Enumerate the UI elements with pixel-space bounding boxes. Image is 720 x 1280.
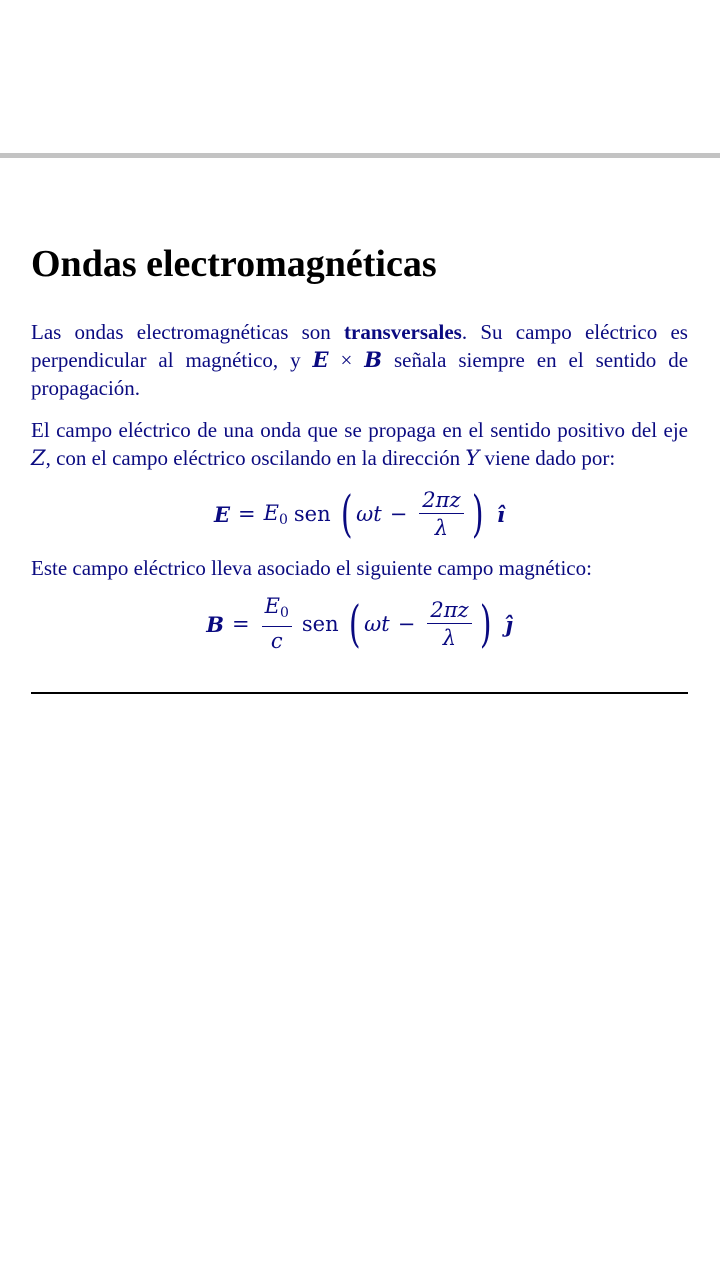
amplitude-fraction xyxy=(262,595,292,653)
text-run: , con el campo eléctrico oscilando en la dirección xyxy=(45,446,466,470)
text-run: señala siempre en el sentido de propagación. xyxy=(31,348,689,400)
equation-magnetic-field xyxy=(31,596,688,652)
fraction-numerator: 2πz xyxy=(419,489,463,514)
top-divider xyxy=(0,153,720,158)
fraction-denominator: c xyxy=(270,629,283,653)
fraction xyxy=(427,599,471,650)
amp-subscript: 0 xyxy=(278,511,288,528)
eq-lhs: B xyxy=(206,611,225,637)
eq-lhs: E xyxy=(213,501,230,527)
slide-content xyxy=(31,240,688,664)
bold-term: transversales xyxy=(344,320,462,344)
paragraph-electric-field xyxy=(31,416,688,472)
fraction xyxy=(419,489,463,540)
minus-sign: − xyxy=(397,612,416,636)
eq-sign: = xyxy=(232,612,250,636)
open-paren: ( xyxy=(348,595,361,653)
fraction-denominator: λ xyxy=(434,515,449,540)
unit-vector-j: ĵ xyxy=(505,611,513,637)
equation-electric-field xyxy=(31,486,688,542)
open-paren: ( xyxy=(340,485,353,543)
text-run: . Su campo eléctrico es perpendicular al magnético, y xyxy=(31,320,688,372)
fraction-numerator: 2πz xyxy=(427,599,471,624)
eq-sign: = xyxy=(237,502,256,526)
fraction-numerator xyxy=(262,595,292,627)
amp-symbol: E xyxy=(264,594,280,618)
text-run: El campo eléctrico de una onda que se propaga en el sentido positivo del eje xyxy=(31,418,688,442)
axis-z: Z xyxy=(31,446,46,470)
paragraph-transversal xyxy=(31,318,688,402)
vector-b: B xyxy=(364,347,383,372)
vector-e: E xyxy=(312,347,329,372)
sine-function: sen xyxy=(293,502,331,526)
sine-function: sen xyxy=(301,612,339,636)
fraction-denominator: λ xyxy=(442,625,457,650)
axis-y: Y xyxy=(465,446,480,470)
amp-symbol: E xyxy=(263,500,279,525)
unit-vector-i: î xyxy=(497,501,506,527)
close-paren: ) xyxy=(479,595,492,653)
close-paren: ) xyxy=(471,485,484,543)
page-title: Ondas electromagnéticas xyxy=(31,243,437,285)
paragraph-magnetic-intro: Este campo eléctrico lleva asociado el siguiente campo magnético: xyxy=(31,556,592,580)
amplitude xyxy=(264,501,288,528)
amp-subscript: 0 xyxy=(279,605,289,621)
text-run: Las ondas electromagnéticas son xyxy=(31,320,345,344)
omega-t: ωt xyxy=(356,502,382,526)
cross-symbol: × xyxy=(340,348,353,372)
minus-sign: − xyxy=(389,502,408,526)
omega-t: ωt xyxy=(364,612,390,636)
text-run: viene dado por: xyxy=(479,446,616,470)
bottom-divider xyxy=(31,692,688,694)
